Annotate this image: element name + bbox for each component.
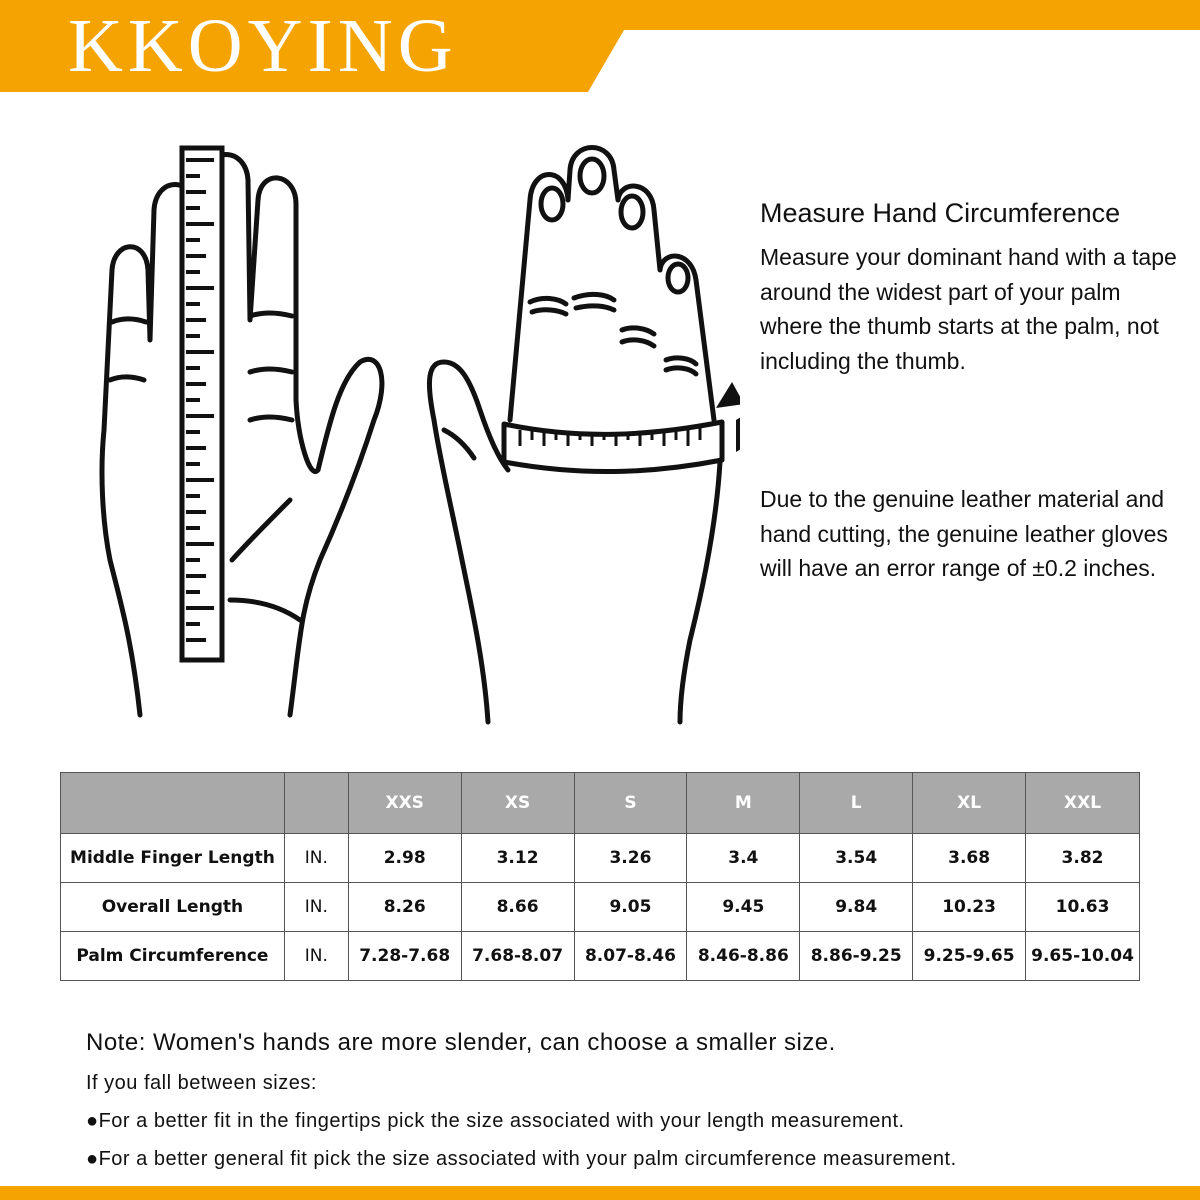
table-header-row <box>61 773 1140 834</box>
table-cell: 8.26 <box>348 883 461 932</box>
size-header: XL <box>913 773 1026 834</box>
hand-measurement-illustration <box>0 100 740 740</box>
table-cell: 10.63 <box>1026 883 1140 932</box>
row-label: Middle Finger Length <box>61 834 285 883</box>
table-cell: 8.66 <box>461 883 574 932</box>
row-unit: IN. <box>284 883 348 932</box>
left-hand-outline <box>102 155 382 716</box>
row-unit: IN. <box>284 932 348 981</box>
table-cell: 8.07-8.46 <box>574 932 687 981</box>
row-label: Palm Circumference <box>61 932 285 981</box>
size-header: XXS <box>348 773 461 834</box>
table-cell: 8.46-8.86 <box>687 932 800 981</box>
header-blank <box>61 773 285 834</box>
note-title: Note: Women's hands are more slender, can choose a smaller size. <box>86 1029 836 1056</box>
table-cell: 9.05 <box>574 883 687 932</box>
measuring-tape-icon <box>504 422 722 472</box>
measure-instructions: Measure your dominant hand with a tape around the widest part of your palm where the thumb starts at the palm, not including the thumb. <box>760 244 1177 374</box>
row-label: Overall Length <box>61 883 285 932</box>
brand-logo: KKOYING <box>68 4 458 88</box>
table-cell: 10.23 <box>913 883 1026 932</box>
table-cell: 9.65-10.04 <box>1026 932 1140 981</box>
size-header: S <box>574 773 687 834</box>
row-unit: IN. <box>284 834 348 883</box>
table-cell: 3.68 <box>913 834 1026 883</box>
table-cell: 7.28-7.68 <box>348 932 461 981</box>
size-header: XXL <box>1026 773 1140 834</box>
header-blank <box>284 773 348 834</box>
table-cell: 3.54 <box>800 834 913 883</box>
table-cell: 3.26 <box>574 834 687 883</box>
table-cell: 2.98 <box>348 834 461 883</box>
table-cell: 9.25-9.65 <box>913 932 1026 981</box>
table-cell: 8.86-9.25 <box>800 932 913 981</box>
table-cell: 3.82 <box>1026 834 1140 883</box>
note-bullet: ●For a better general fit pick the size associated with your palm circumference measurement. <box>86 1148 957 1170</box>
footer-bar <box>0 1186 1200 1200</box>
size-header: XS <box>461 773 574 834</box>
leather-disclaimer: Due to the genuine leather material and hand cutting, the genuine leather gloves will have an error range of ±0.2 inches. <box>760 486 1168 581</box>
ruler-icon <box>182 148 222 660</box>
size-header: M <box>687 773 800 834</box>
table-row <box>61 883 1140 932</box>
size-chart-table <box>60 772 1140 981</box>
size-header: L <box>800 773 913 834</box>
table-row <box>61 932 1140 981</box>
table-cell: 9.84 <box>800 883 913 932</box>
measure-heading: Measure Hand Circumference <box>760 198 1121 228</box>
table-cell: 3.4 <box>687 834 800 883</box>
note-bullet: ●For a better fit in the fingertips pick the size associated with your length measurement. <box>86 1110 905 1132</box>
table-cell: 9.45 <box>687 883 800 932</box>
table-row <box>61 834 1140 883</box>
table-cell: 7.68-8.07 <box>461 932 574 981</box>
table-cell: 3.12 <box>461 834 574 883</box>
note-intro: If you fall between sizes: <box>86 1072 317 1094</box>
